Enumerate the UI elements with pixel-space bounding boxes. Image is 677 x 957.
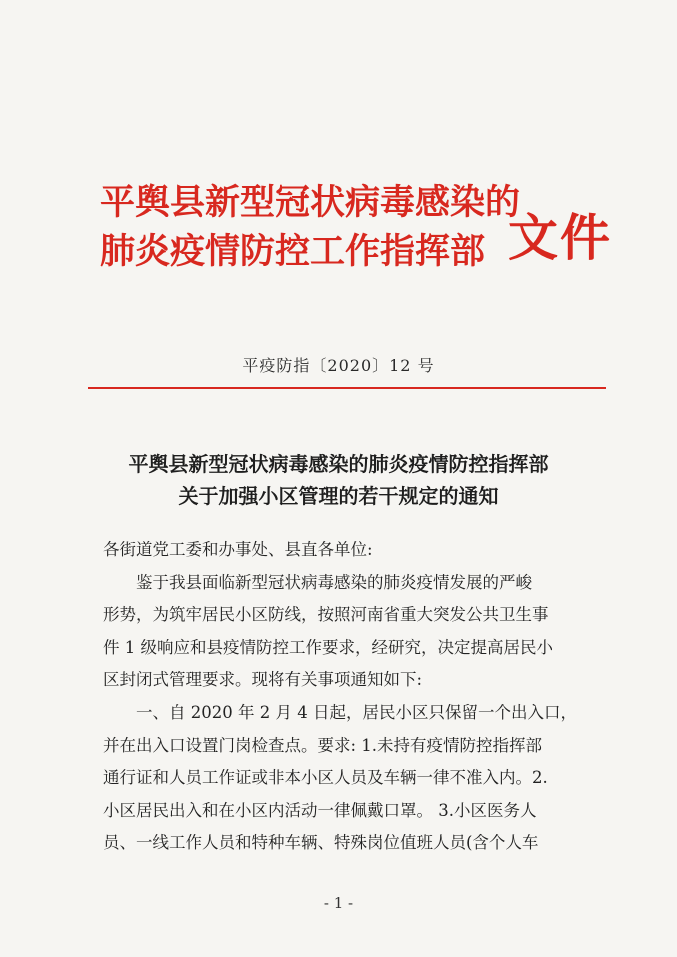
body-line: 区封闭式管理要求。现将有关事项通知如下: <box>103 670 423 690</box>
notice-title <box>0 448 677 512</box>
body-line: 并在出入口设置门岗检查点。要求: 1.未持有疫情防控指挥部 <box>103 735 543 755</box>
red-divider <box>88 387 606 389</box>
body-line: 件 1 级响应和县疫情防控工作要求，经研究，决定提高居民小 <box>103 637 553 657</box>
notice-body <box>103 534 593 860</box>
body-line: 鉴于我县面临新型冠状病毒感染的肺炎疫情发展的严峻 <box>136 572 532 592</box>
header-title-line-2: 肺炎疫情防控工作指挥部 <box>100 231 486 272</box>
body-line: 小区居民出入和在小区内活动一律佩戴口罩。 3.小区医务人 <box>103 800 537 820</box>
body-line: 员、一线工作人员和特种车辆、特殊岗位值班人员(含个人车 <box>103 833 539 853</box>
body-line: 通行证和人员工作证或非本小区人员及车辆一律不准入内。2. <box>103 768 548 788</box>
document-header-title <box>100 178 521 276</box>
document-number: 平疫防指〔2020〕12 号 <box>242 356 435 375</box>
notice-title-line-2: 关于加强小区管理的若干规定的通知 <box>178 484 499 508</box>
header-title-line-1: 平舆县新型冠状病毒感染的 <box>100 182 521 223</box>
notice-title-line-1: 平舆县新型冠状病毒感染的肺炎疫情防控指挥部 <box>128 452 549 476</box>
body-line: 一、自 2020 年 2 月 4 日起，居民小区只保留一个出入口， <box>136 702 577 722</box>
page-number: - 1 - <box>323 894 354 912</box>
body-line: 形势，为筑牢居民小区防线，按照河南省重大突发公共卫生事 <box>103 605 549 625</box>
salutation: 各街道党工委和办事处、县直各单位: <box>103 540 373 559</box>
header-document-suffix: 文件 <box>508 208 612 267</box>
